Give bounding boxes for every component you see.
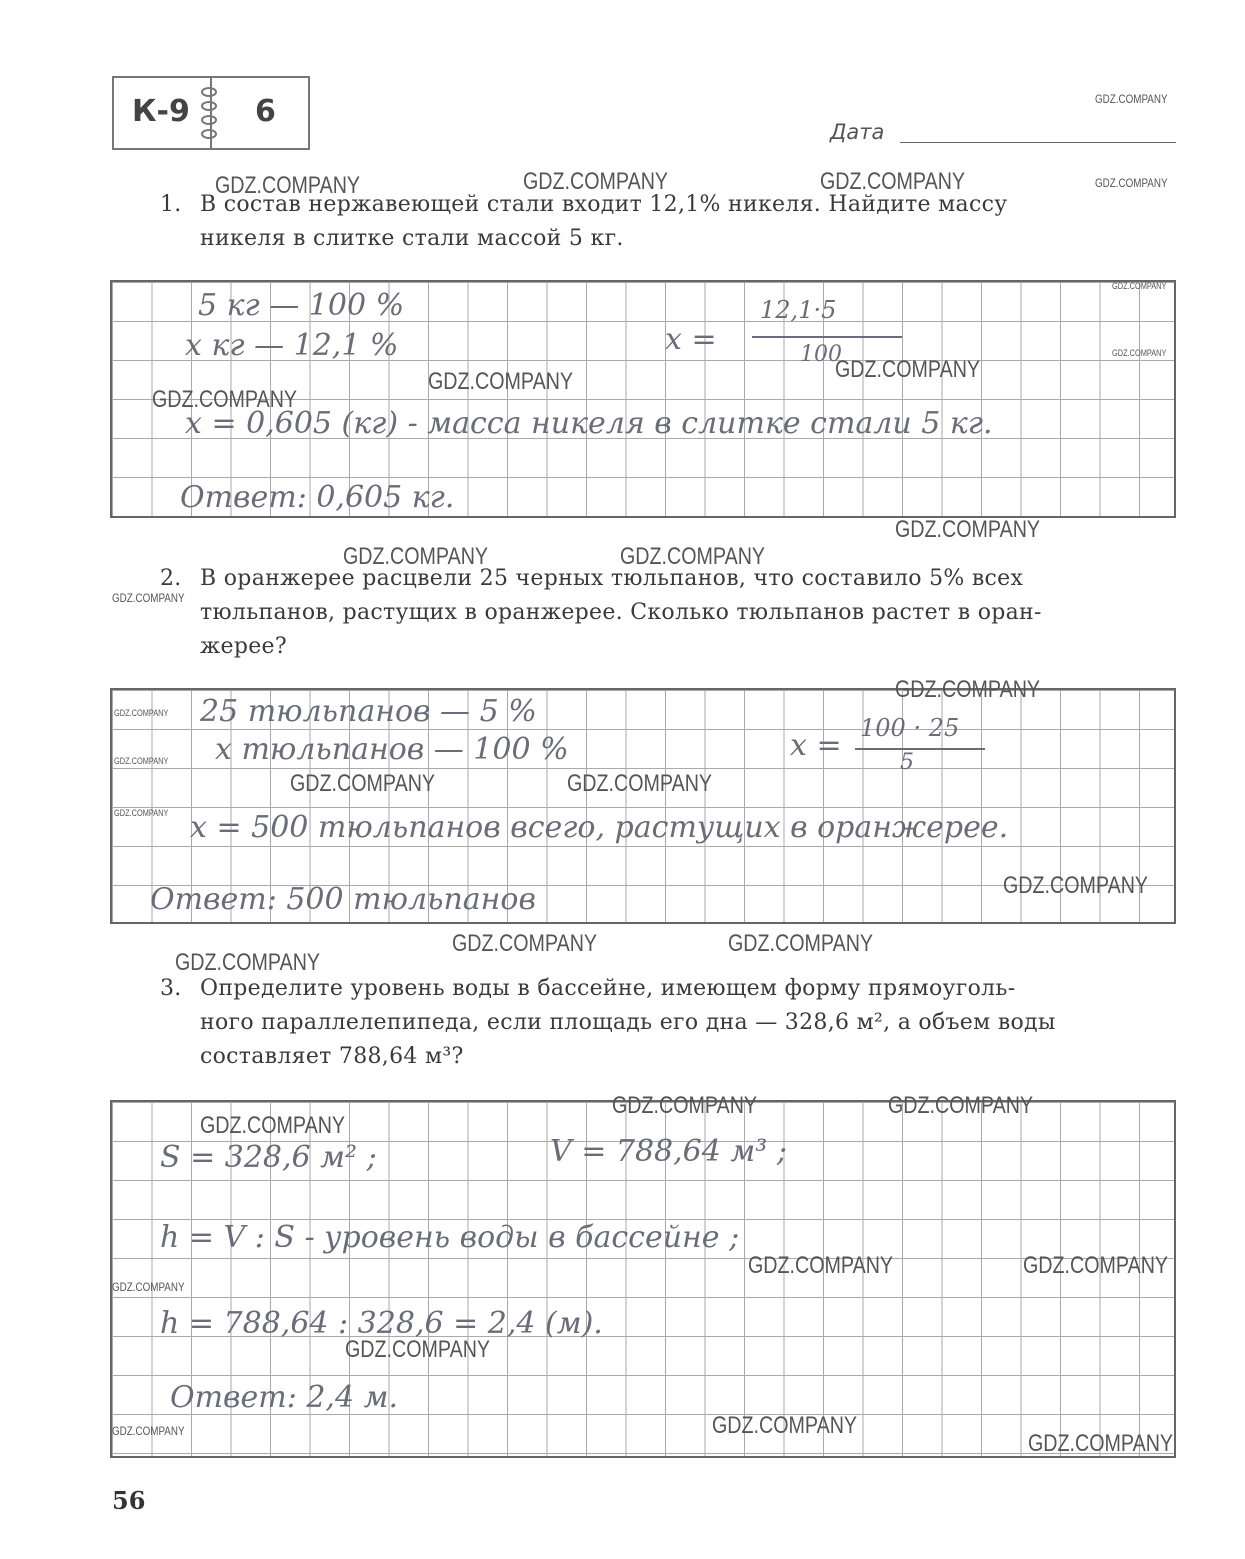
watermark: GDZ.COMPANY bbox=[820, 168, 966, 195]
handwriting-equation: x = bbox=[790, 728, 842, 763]
task-text-line: никеля в слитке стали массой 5 кг. bbox=[200, 226, 624, 251]
watermark: GDZ.COMPANY bbox=[612, 1092, 758, 1119]
watermark: GDZ.COMPANY bbox=[1003, 872, 1149, 899]
handwriting-line: 25 тюльпанов — 5 % bbox=[200, 694, 537, 729]
fraction-bar bbox=[855, 748, 985, 750]
handwriting-line: 5 кг — 100 % bbox=[198, 288, 405, 323]
watermark: GDZ.COMPANY bbox=[895, 516, 1041, 543]
watermark: GDZ.COMPANY bbox=[343, 543, 489, 570]
watermark: GDZ.COMPANY bbox=[428, 368, 574, 395]
watermark: GDZ.COMPANY bbox=[728, 930, 874, 957]
watermark: GDZ.COMPANY bbox=[112, 591, 185, 605]
fraction-denominator: 100 bbox=[800, 342, 842, 367]
watermark: GDZ.COMPANY bbox=[1028, 1430, 1174, 1457]
handwriting-line: x = 0,605 (кг) - масса никеля в слитке стали 5 кг. bbox=[185, 406, 993, 441]
task-text-line: В состав нержавеющей стали входит 12,1% никеля. Найдите массу bbox=[200, 192, 1008, 217]
watermark: GDZ.COMPANY bbox=[712, 1412, 858, 1439]
watermark: GDZ.COMPANY bbox=[895, 676, 1041, 703]
task-text-line: ного параллелепипеда, если площадь его дна — 328,6 м², а объем воды bbox=[200, 1010, 1056, 1035]
watermark: GDZ.COMPANY bbox=[1112, 281, 1167, 291]
handwriting-line: S = 328,6 м² ; bbox=[160, 1140, 377, 1175]
date-field-line bbox=[900, 142, 1176, 143]
watermark: GDZ.COMPANY bbox=[748, 1252, 894, 1279]
watermark: GDZ.COMPANY bbox=[345, 1336, 491, 1363]
task-text-line: составляет 788,64 м³? bbox=[200, 1044, 464, 1069]
handwriting-line: V = 788,64 м³ ; bbox=[550, 1134, 787, 1169]
handwriting-answer: Ответ: 500 тюльпанов bbox=[150, 882, 536, 917]
watermark: GDZ.COMPANY bbox=[290, 770, 436, 797]
task-text-line: Определите уровень воды в бассейне, имеющем форму прямоуголь- bbox=[200, 976, 1016, 1001]
task-3 bbox=[160, 972, 1180, 1074]
handwriting-answer: Ответ: 2,4 м. bbox=[170, 1380, 399, 1415]
work-code: К-9 bbox=[132, 94, 190, 129]
binder-rings-icon bbox=[197, 84, 221, 144]
watermark: GDZ.COMPANY bbox=[452, 930, 598, 957]
watermark: GDZ.COMPANY bbox=[215, 172, 361, 199]
handwriting-equation: x = bbox=[665, 322, 717, 357]
task-text-line: В оранжерее расцвели 25 черных тюльпанов, что составило 5% всех bbox=[200, 566, 1024, 591]
watermark: GDZ.COMPANY bbox=[114, 808, 169, 818]
watermark: GDZ.COMPANY bbox=[200, 1112, 346, 1139]
task-2 bbox=[160, 562, 1180, 664]
variant-number: 6 bbox=[255, 94, 276, 129]
watermark: GDZ.COMPANY bbox=[112, 1424, 185, 1438]
watermark: GDZ.COMPANY bbox=[152, 386, 298, 413]
watermark: GDZ.COMPANY bbox=[114, 708, 169, 718]
fraction-numerator: 12,1·5 bbox=[760, 296, 837, 324]
watermark: GDZ.COMPANY bbox=[620, 543, 766, 570]
watermark: GDZ.COMPANY bbox=[1112, 348, 1167, 358]
task-number: 3. bbox=[160, 976, 182, 1001]
watermark: GDZ.COMPANY bbox=[112, 1280, 185, 1294]
watermark: GDZ.COMPANY bbox=[1095, 92, 1168, 106]
handwriting-line: h = V : S - уровень воды в бассейне ; bbox=[160, 1220, 740, 1255]
page-number: 56 bbox=[112, 1486, 146, 1515]
handwriting-line: x кг — 12,1 % bbox=[185, 328, 399, 363]
task-text-line: жерее? bbox=[200, 634, 287, 659]
fraction-numerator: 100 · 25 bbox=[860, 714, 960, 742]
fraction-denominator: 5 bbox=[900, 750, 914, 775]
watermark: GDZ.COMPANY bbox=[888, 1092, 1034, 1119]
fraction-bar bbox=[752, 336, 902, 338]
watermark: GDZ.COMPANY bbox=[114, 756, 169, 766]
task-number: 1. bbox=[160, 192, 182, 217]
date-label: Дата bbox=[830, 120, 885, 144]
watermark: GDZ.COMPANY bbox=[835, 356, 981, 383]
watermark: GDZ.COMPANY bbox=[175, 949, 321, 976]
handwriting-line: h = 788,64 : 328,6 = 2,4 (м). bbox=[160, 1306, 603, 1341]
task-number: 2. bbox=[160, 566, 182, 591]
handwriting-line: x тюльпанов — 100 % bbox=[215, 732, 569, 767]
watermark: GDZ.COMPANY bbox=[1095, 176, 1168, 190]
watermark: GDZ.COMPANY bbox=[567, 770, 713, 797]
task-text-line: тюльпанов, растущих в оранжерее. Сколько тюльпанов растет в оран- bbox=[200, 600, 1042, 625]
handwriting-answer: Ответ: 0,605 кг. bbox=[180, 480, 455, 515]
handwriting-line: x = 500 тюльпанов всего, растущих в оранжерее. bbox=[190, 810, 1009, 845]
watermark: GDZ.COMPANY bbox=[1023, 1252, 1169, 1279]
watermark: GDZ.COMPANY bbox=[523, 168, 669, 195]
